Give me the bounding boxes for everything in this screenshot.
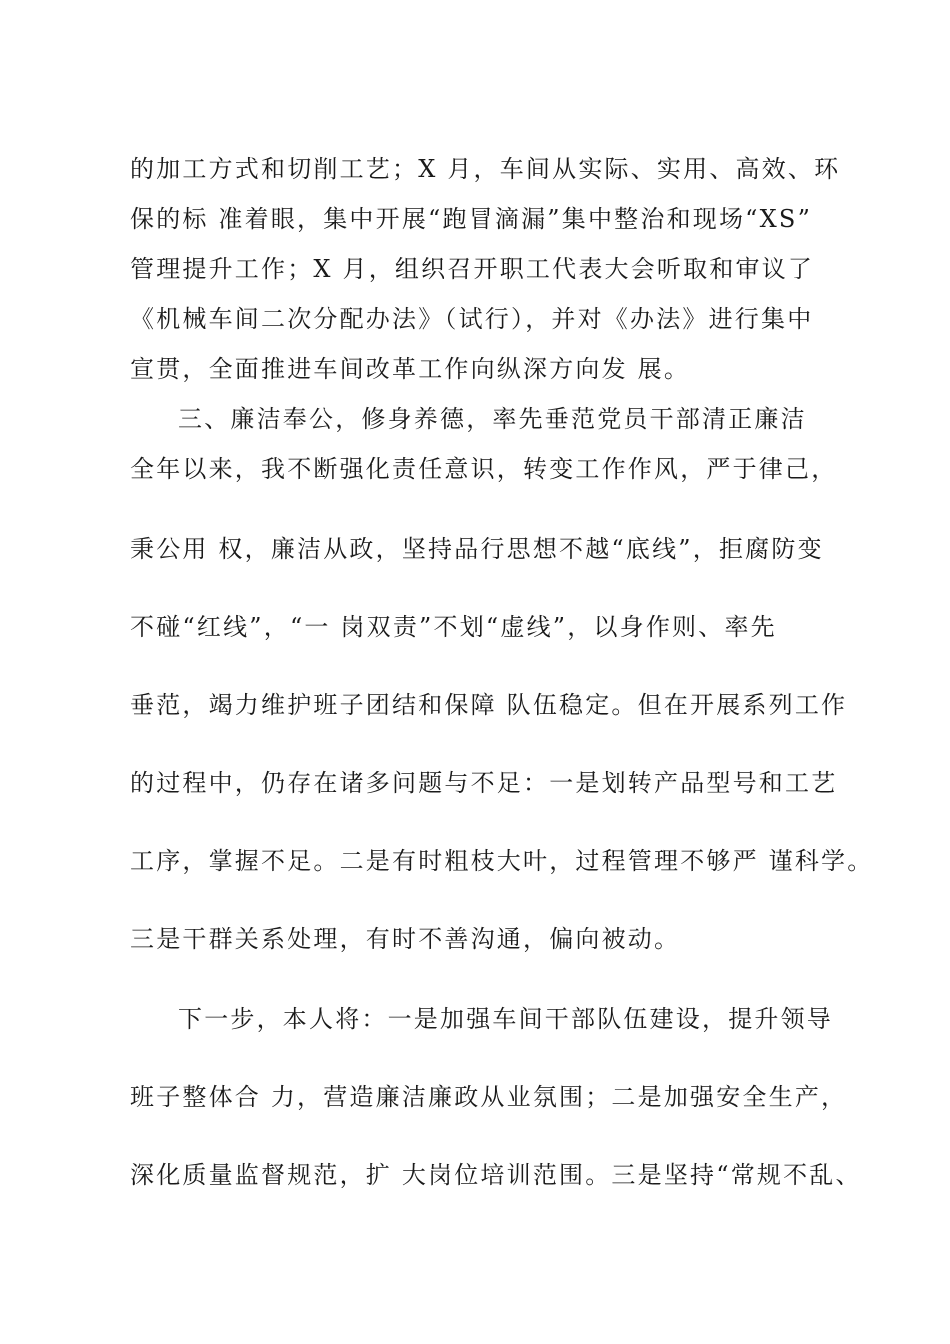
text-line: 保的标 准着眼，集中开展“跑冒滴漏”集中整治和现场“XS”	[130, 205, 813, 233]
section-heading: 三、廉洁奉公，修身养德，率先垂范党员干部清正廉洁	[178, 405, 807, 433]
text-line: 的加工方式和切削工艺；X 月，车间从实际、实用、高效、环	[130, 155, 841, 183]
text-line: 全年以来，我不断强化责任意识，转变工作作风，严于律己，	[130, 455, 838, 483]
text-line: 三是干群关系处理，有时不善沟通，偏向被动。	[130, 925, 681, 953]
text-line: 工序，掌握不足。二是有时粗枝大叶，过程管理不够严 谨科学。	[130, 847, 874, 875]
text-line: 班子整体合 力，营造廉洁廉政从业氛围；二是加强安全生产，	[130, 1083, 848, 1111]
text-line: 宣贯，全面推进车间改革工作向纵深方向发 展。	[130, 355, 691, 383]
text-line: 的过程中，仍存在诸多问题与不足：一是划转产品型号和工艺	[130, 769, 838, 797]
text-line: 《机械车间二次分配办法》（试行），并对《办法》进行集中	[130, 305, 814, 333]
text-line: 垂范，竭力维护班子团结和保障 队伍稳定。但在开展系列工作	[130, 691, 848, 719]
text-line: 管理提升工作；X 月，组织召开职工代表大会听取和审议了	[130, 255, 815, 283]
text-line: 深化质量监督规范，扩 大岗位培训范围。三是坚持“常规不乱、	[130, 1161, 862, 1189]
text-line: 秉公用 权，廉洁从政，坚持品行思想不越“底线”，拒腐防变	[130, 535, 824, 563]
text-line: 下一步，本人将：一是加强车间干部队伍建设，提升领导	[178, 1005, 833, 1033]
text-line: 不碰“红线”，“一 岗双责”不划“虚线”，以身作则、率先	[130, 613, 777, 641]
